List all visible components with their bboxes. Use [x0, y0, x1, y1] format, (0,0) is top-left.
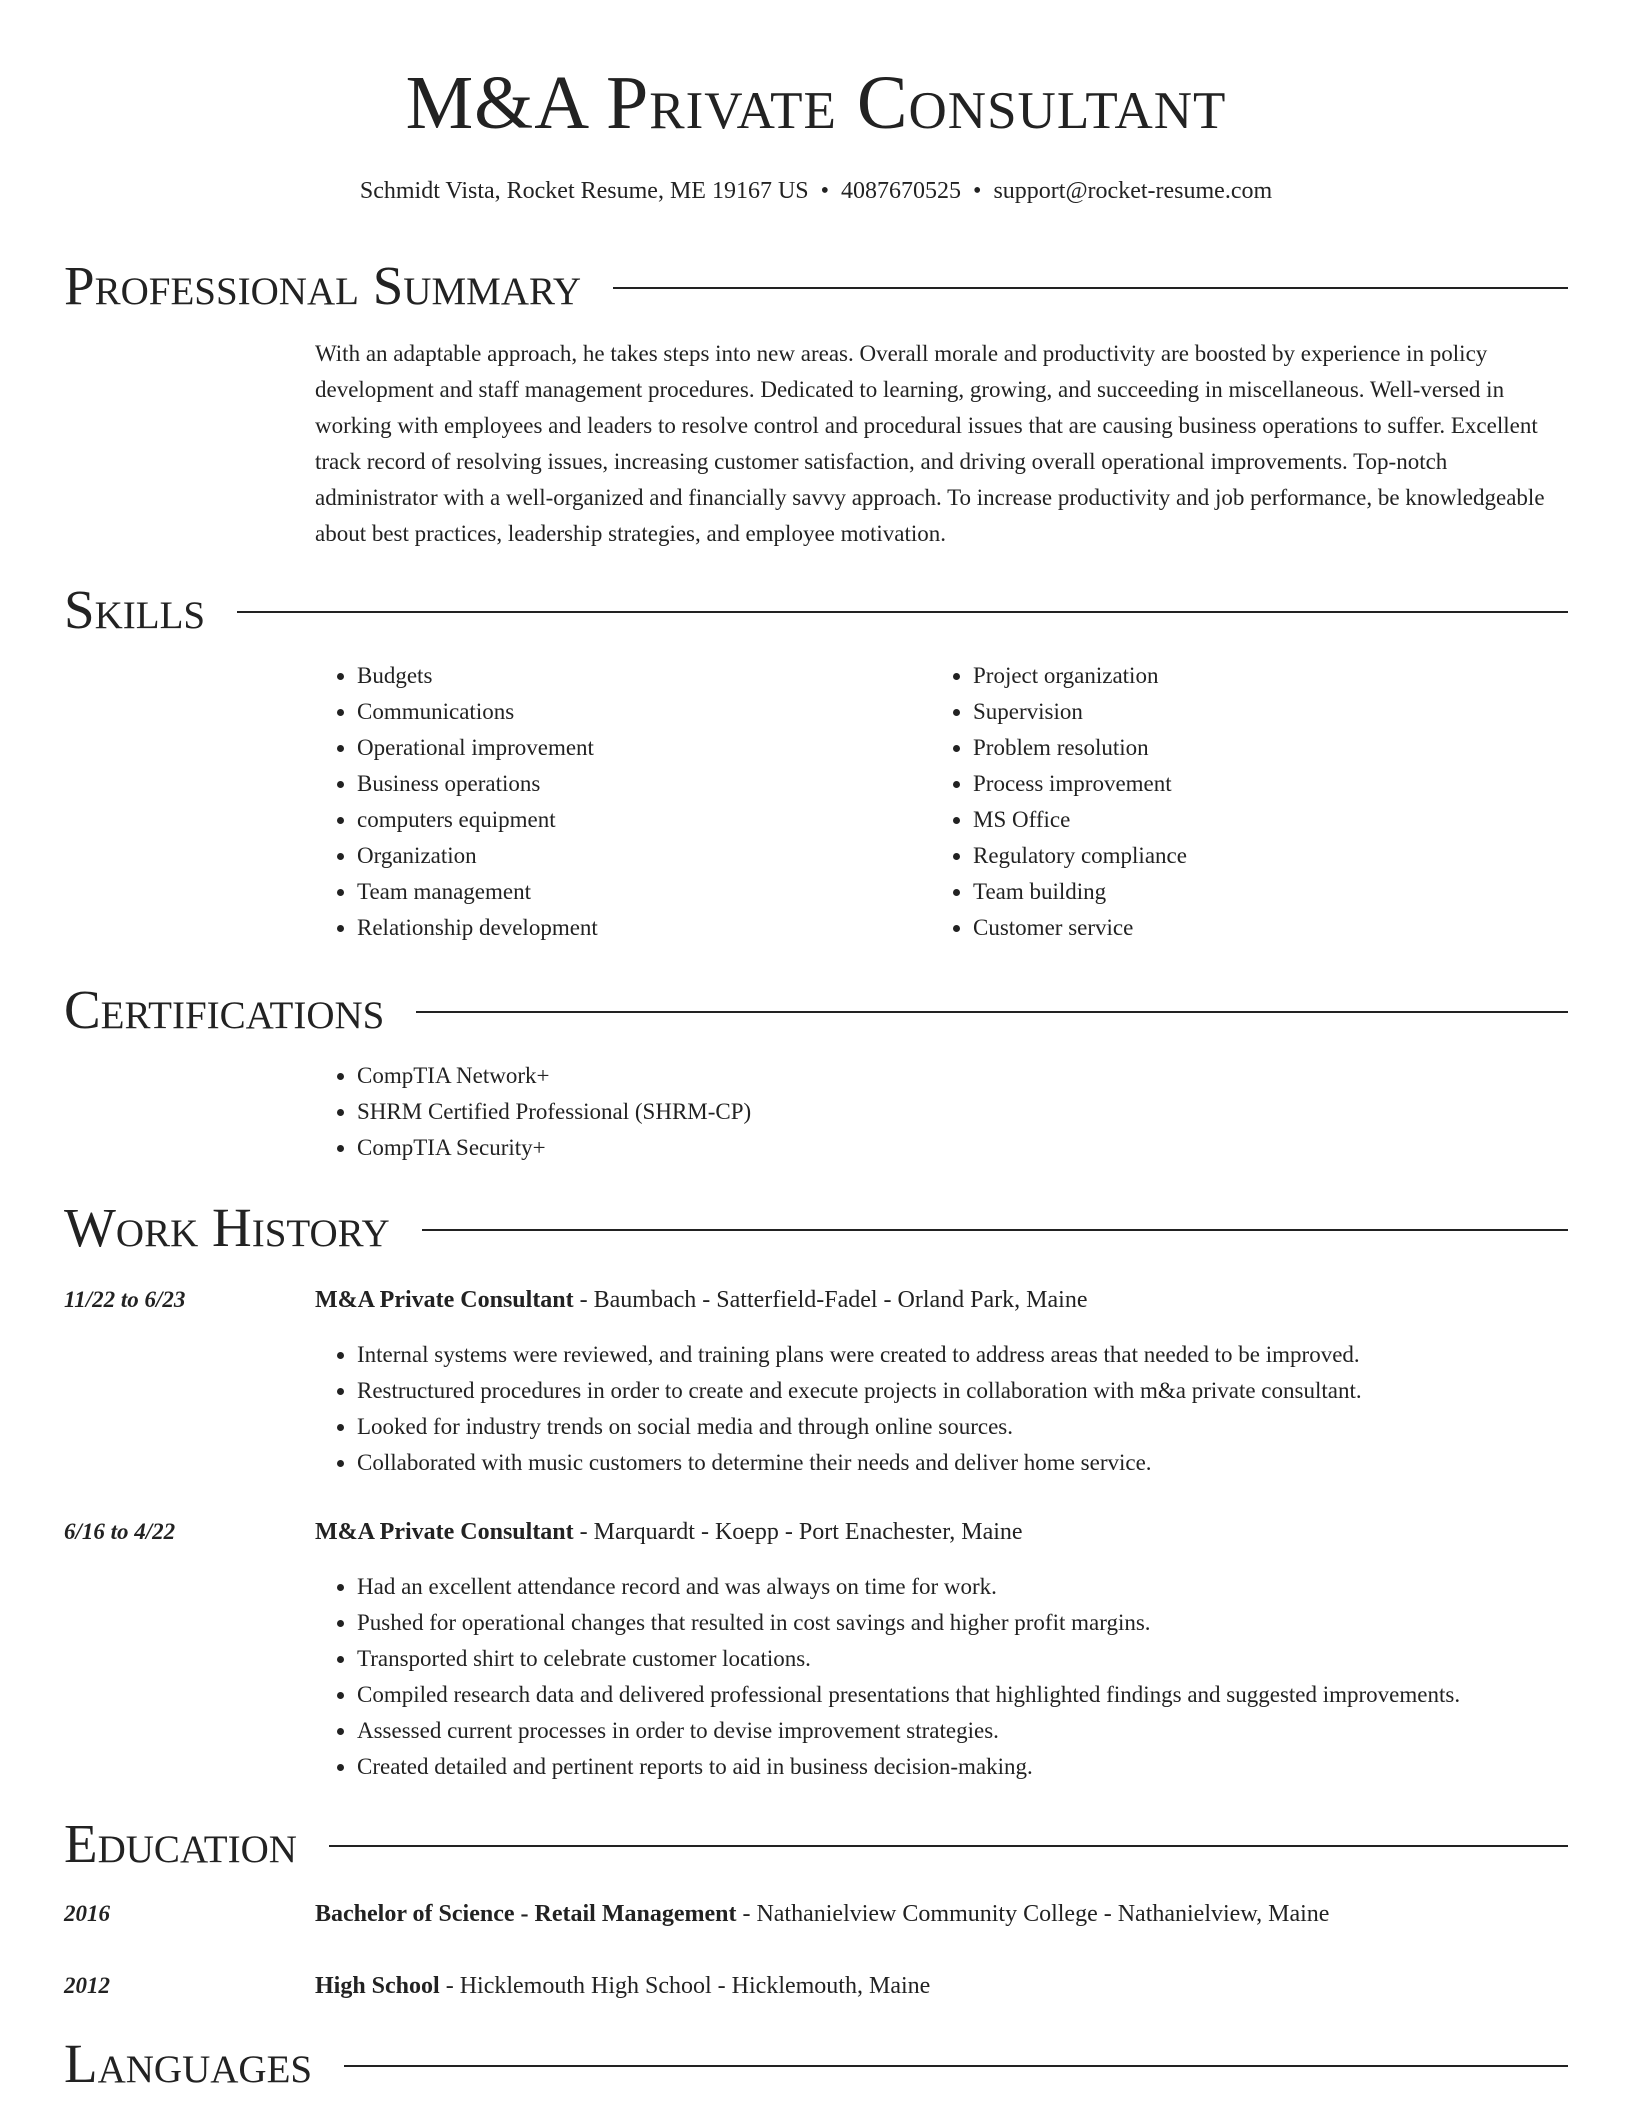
contact-email[interactable]: support@rocket-resume.com — [993, 178, 1273, 204]
section-header-education — [64, 1812, 1568, 1876]
skill-item: • Team building — [973, 874, 1533, 910]
skill-item: • Process improvement — [973, 766, 1533, 802]
job-bullet: • Pushed for operational changes that resulted in cost savings and higher profit margins. — [357, 1605, 1632, 1641]
section-divider — [344, 2065, 1568, 2067]
section-title: Certifications — [64, 979, 385, 1040]
resume-name: M&A Private Consultant — [405, 61, 1227, 145]
job-bullet: • Assessed current processes in order to devise improvement strategies. — [357, 1713, 1632, 1749]
education-degree: High School — [315, 1973, 440, 1999]
certifications-list — [313, 1058, 1257, 1166]
certification-item: • CompTIA Security+ — [357, 1130, 1257, 1166]
section-divider — [416, 1011, 1568, 1013]
education-school: - Nathanielview Community College - Nathanielview, Maine — [736, 1901, 1330, 1927]
section-divider — [422, 1229, 1568, 1231]
skill-item: • Organization — [357, 838, 917, 874]
education-school: - Hicklemouth High School - Hicklemouth, Maine — [439, 1973, 931, 1999]
section-header-skills — [64, 578, 1568, 642]
education-year: 2012 — [64, 1973, 110, 1998]
job-bullet: • Compiled research data and delivered professional presentations that highlighted findings and suggested improvements. — [357, 1677, 1632, 1713]
contact-separator: • — [973, 178, 982, 204]
section-divider — [329, 1845, 1568, 1847]
contact-separator: • — [820, 178, 830, 204]
section-title: Languages — [64, 2033, 313, 2094]
job-bullets — [313, 1337, 1617, 1481]
skill-item: • Problem resolution — [973, 730, 1533, 766]
section-title: Education — [64, 1813, 297, 1874]
skill-item: • MS Office — [973, 802, 1533, 838]
job-heading — [315, 1514, 1565, 1550]
job-dates: 11/22 to 6/23 — [64, 1287, 186, 1312]
contact-phone: 4087670525 — [841, 178, 962, 204]
job-dates: 6/16 to 4/22 — [64, 1519, 176, 1544]
section-divider — [237, 611, 1568, 613]
contact-line — [0, 176, 1632, 206]
section-title: Skills — [64, 579, 206, 640]
skill-item: • Relationship development — [357, 910, 917, 946]
job-bullet: • Collaborated with music customers to determine their needs and deliver home service. — [357, 1445, 1617, 1481]
job-bullet: • Transported shirt to celebrate customer locations. — [357, 1641, 1632, 1677]
summary-text: With an adaptable approach, he takes steps into new areas. Overall morale and productivity are boosted by experience in policy development and staff management procedures. Dedicated to learning, growing, and succeeding in miscellaneous. Well-versed in working with employees and leaders to resolve control and procedural issues that are causing business operations to suffer. Excellent track record of resolving issues, increasing customer satisfaction, and driving overall operational improvements. Top-notch administrator with a well-organized and financially savvy approach. To increase productivity and job performance, be knowledgeable about best practices, leadership strategies, and employee motivation. — [315, 341, 1545, 546]
contact-address: Schmidt Vista, Rocket Resume, ME 19167 US — [359, 178, 809, 204]
skill-item: • Communications — [357, 694, 917, 730]
job-heading — [315, 1282, 1565, 1318]
section-title: Work History — [64, 1197, 390, 1258]
skill-item: • Team management — [357, 874, 917, 910]
job-bullet: • Had an excellent attendance record and was always on time for work. — [357, 1569, 1632, 1605]
job-bullet: • Internal systems were reviewed, and training plans were created to address areas that needed to be improved. — [357, 1337, 1617, 1373]
job-employer: - Baumbach - Satterfield-Fadel - Orland Park, Maine — [573, 1287, 1088, 1313]
skill-item: • Budgets — [357, 658, 917, 694]
education-degree: Bachelor of Science - Retail Management — [315, 1901, 737, 1927]
section-header-summary — [64, 254, 1568, 318]
skill-item: • Business operations — [357, 766, 917, 802]
skill-item: • Supervision — [973, 694, 1533, 730]
job-title: M&A Private Consultant — [315, 1519, 574, 1545]
skill-item: • Customer service — [973, 910, 1533, 946]
skill-item: • Regulatory compliance — [973, 838, 1533, 874]
certification-item: • SHRM Certified Professional (SHRM-CP) — [357, 1094, 1257, 1130]
certification-item: • CompTIA Network+ — [357, 1058, 1257, 1094]
skill-item: • computers equipment — [357, 802, 917, 838]
job-bullets — [313, 1569, 1632, 1785]
job-bullet: • Created detailed and pertinent reports to aid in business decision-making. — [357, 1749, 1632, 1785]
education-year: 2016 — [64, 1901, 110, 1926]
job-employer: - Marquardt - Koepp - Port Enachester, Maine — [573, 1519, 1023, 1545]
skills-list-left — [313, 658, 917, 946]
job-bullet: • Looked for industry trends on social media and through online sources. — [357, 1409, 1617, 1445]
section-divider — [613, 287, 1568, 289]
job-bullet: • Restructured procedures in order to create and execute projects in collaboration with m&a private consultant. — [357, 1373, 1617, 1409]
section-title: Professional Summary — [64, 255, 582, 316]
skill-item: • Operational improvement — [357, 730, 917, 766]
skills-list-right — [929, 658, 1533, 946]
education-entry — [315, 1968, 1565, 2004]
section-header-certifications — [64, 978, 1568, 1042]
section-header-work-history — [64, 1196, 1568, 1260]
skill-item: • Project organization — [973, 658, 1533, 694]
job-title: M&A Private Consultant — [315, 1287, 574, 1313]
section-header-languages — [64, 2032, 1568, 2096]
education-entry — [315, 1896, 1565, 1932]
